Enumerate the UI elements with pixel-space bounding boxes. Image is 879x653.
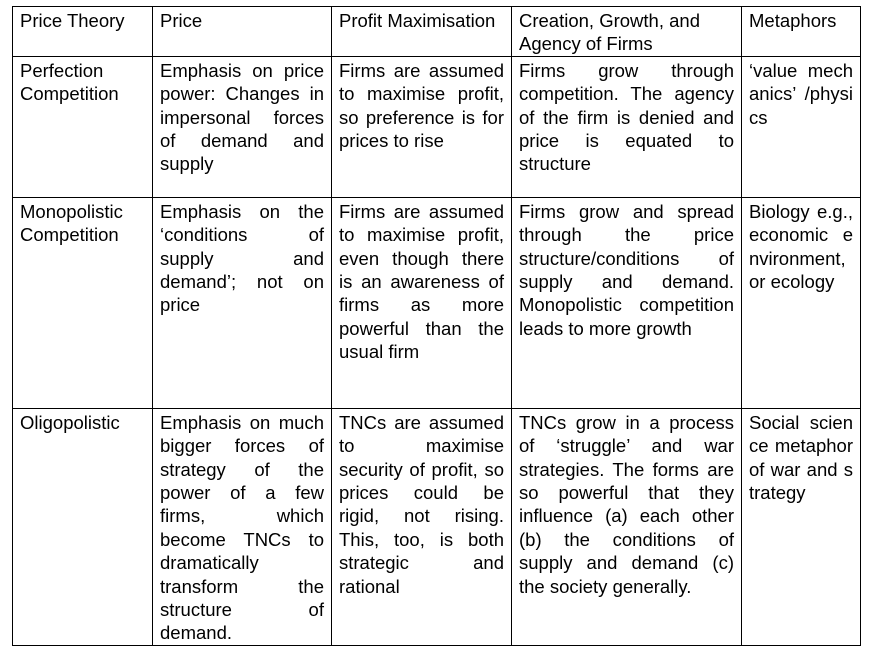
header-metaphors: Metaphors xyxy=(742,7,861,57)
table-row xyxy=(13,408,861,645)
cell-profit-maximisation: Firms are assumed to maximise profit, even though there is an awareness of firms as more powerful than the usual firm xyxy=(332,197,512,408)
header-creation-growth-agency: Creation, Growth, and Agency of Firms xyxy=(512,7,742,57)
cell-price-theory: Perfection Competition xyxy=(13,56,153,197)
header-price-theory: Price Theory xyxy=(13,7,153,57)
cell-price: Emphasis on price power: Changes in impersonal forces of demand and supply xyxy=(153,56,332,197)
cell-creation-growth-agency: Firms grow through competition. The agency of the firm is denied and price is equated to structure xyxy=(512,56,742,197)
table-row xyxy=(13,197,861,408)
header-profit-maximisation: Profit Maximisation xyxy=(332,7,512,57)
cell-price-theory: Oligopolistic xyxy=(13,408,153,645)
table-header-row xyxy=(13,7,861,57)
table-row xyxy=(13,56,861,197)
cell-profit-maximisation: TNCs are assumed to maximise security of profit, so prices could be rigid, not rising. This, too, is both strategic and rational xyxy=(332,408,512,645)
price-theory-table xyxy=(12,6,861,646)
cell-price: Emphasis on much bigger forces of strategy of the power of a few firms, which become TNCs to dramatically transform the structure of demand. xyxy=(153,408,332,645)
cell-metaphors: Biology e.g., economic environment, or ecology xyxy=(742,197,861,408)
cell-creation-growth-agency: Firms grow and spread through the price structure/conditions of supply and demand. Monopolistic competition leads to more growth xyxy=(512,197,742,408)
cell-profit-maximisation: Firms are assumed to maximise profit, so preference is for prices to rise xyxy=(332,56,512,197)
cell-creation-growth-agency: TNCs grow in a process of ‘struggle’ and war strategies. The forms are so powerful that they influence (a) each other (b) the conditions of supply and demand (c) the society generally. xyxy=(512,408,742,645)
cell-metaphors: ‘value mechanics’ /physics xyxy=(742,56,861,197)
cell-price: Emphasis on the ‘conditions of supply and demand’; not on price xyxy=(153,197,332,408)
cell-price-theory: Monopolistic Competition xyxy=(13,197,153,408)
header-price: Price xyxy=(153,7,332,57)
cell-metaphors: Social science metaphor of war and strategy xyxy=(742,408,861,645)
